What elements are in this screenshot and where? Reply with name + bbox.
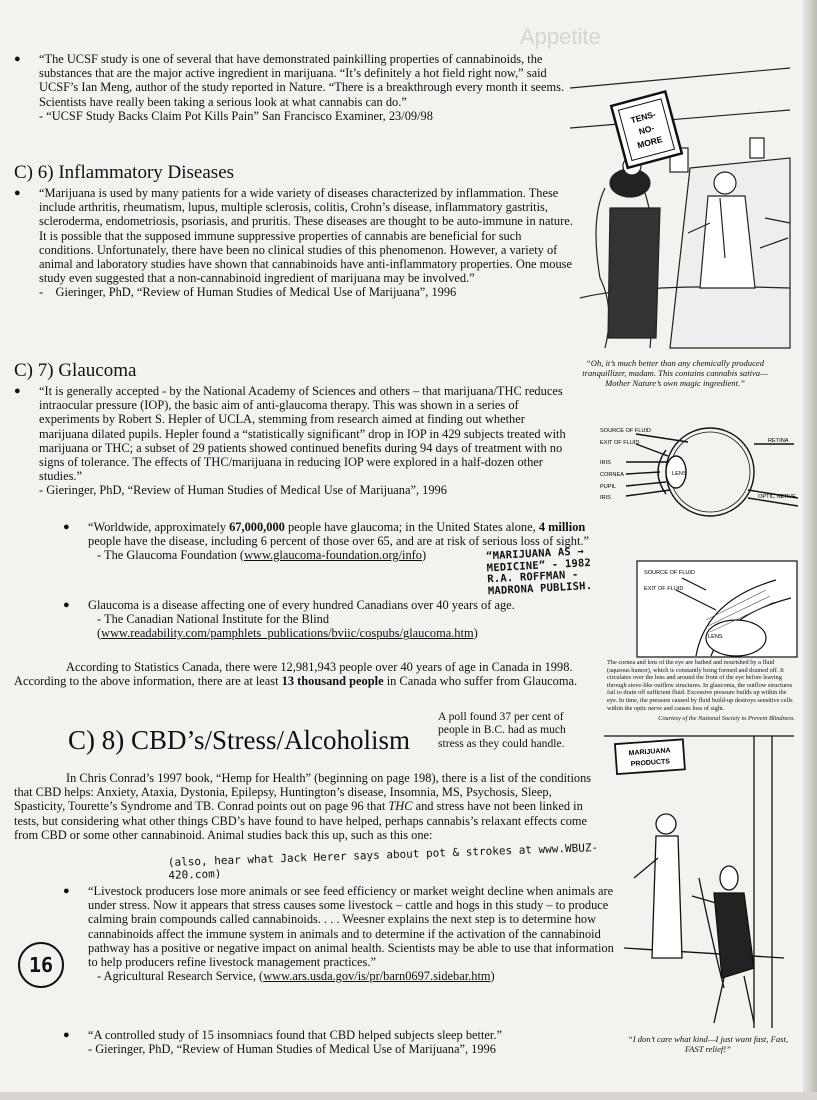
bold-figure: 13 thousand people (281, 674, 384, 689)
heading-cbd: C) 8) CBD’s/Stress/Alcoholism (68, 725, 411, 755)
handwritten-reference: “MARIJUANA AS → MEDICINE” - 1982 R.A. ROFFMAN - MADRONA PUBLISH. (485, 545, 593, 597)
glaucoma-source: - Gieringer, PhD, “Review of Human Studies of Medical Use of Marijuana”, 1996 (39, 483, 447, 498)
inflammatory-quote: “Marijuana is used by many patients for a wide variety of diseases characterized by inflammation. These include arthritis, rheumatism, lupus, multiple sclerosis, colitis, Crohn’s disease, inflammatory gastritis, scleroderma, endometriosis, psoriasis, and pruritis. These diseases are thought to be auto-immune in nature. It is possible that the supposed immune suppressive properties of cannabis are beneficial for such conditions. Unfortunately, there have been no clinical studies of this phenomenon. However, a variety of animal and laboratory studies have shown that cannabinoids have anti-inflammatory properties. One mouse study even suggested that a non-cannabinoid ingredient of marijuana may be involved.” (39, 186, 573, 286)
text: ) (490, 969, 495, 984)
bullet: ● (63, 599, 70, 611)
livestock-block (63, 884, 623, 983)
eye-label: OPTIC NERVE (758, 494, 796, 500)
ars-usda-link[interactable]: www.ars.usda.gov/is/pr/barn0697.sidebar.htm (263, 969, 491, 984)
page-number: 16 (28, 953, 54, 977)
poll-note: A poll found 37 per cent of people in B.C. had as much stress as they could handle. (438, 710, 566, 750)
tens-no-more-sign (611, 92, 682, 168)
text: - The Glaucoma Foundation ( (97, 548, 245, 563)
text: people have glaucoma; in the United States alone, (284, 520, 539, 534)
eye-credit: Courtesy of the National Society to Prevent Blindness. (658, 715, 795, 722)
relief-cartoon (604, 728, 794, 1028)
eye-caption: The cornea and lens of the eye are bathed and nourished by a fluid (aqueous humor), which is constantly being formed and drained off. It circulates over the lens and around the front of the eye before leaving through sieve-like outflow structures. In glaucoma, the outflow structures fail to drain off sufficient fluid. Excessive pressure builds up within the eye. In time, the pressure caused by fluid build-up destroys sensitive cells within the optic nerve and causes loss of sight. (607, 659, 793, 712)
cartoon1-caption: “Oh, it’s much better than any chemically produced tranquillizer, madam. This contains cannabis sativa—Mother Nature’s own magic ingredient.” (582, 358, 768, 388)
bullet: ● (63, 885, 70, 897)
cartoon2-caption: “I don’t care what kind—I just want fast, Fast, FAST relief!” (627, 1034, 789, 1054)
eye-label: CORNEA (600, 472, 624, 478)
text: in Canada who suffer from Glaucoma. (383, 674, 578, 689)
bullet: ● (14, 187, 21, 199)
glaucoma-quote: “It is generally accepted - by the National Academy of Sciences and others – that marijuana/THC reduces intraocular pressure (IOP), the basic aim of anti-glaucoma therapy. This was shown in a series of experiments by Robert S. Hepler of UCLA, stemming from research aimed at finding out whether marijuana dilated pupils. Hepler found a “statistically significant” drop in IOP in 429 subjects treated with marijuana or THC; a subset of 29 patients showed continued benefits during 94 days of treatment with no signs of tolerance. The effects of THC/marijuana in reducing IOP were explored in a half-dozen other studies.” (39, 384, 566, 484)
bold-figure: 4 million (538, 520, 586, 534)
cnib-link-row: (www.readability.com/pamphlets_publications/bviic/cospubs/glaucoma.htm) (97, 626, 478, 641)
bullet: ● (63, 1029, 70, 1041)
ucsf-quote: “The UCSF study is one of several that have demonstrated painkilling properties of cannabinoids, the substances that are the major active ingredient in marijuana. “It’s definitely a hot field right now,” said UCSF’s Ian Meng, author of the study reported in Nature. “There is a breakthrough every month it seems. Scientists have really been taking a serious look at what cannabis can do.” (39, 52, 565, 109)
eye-label: RETINA (768, 438, 789, 444)
eye-closeup-diagram (636, 560, 798, 658)
eye-label: EXIT OF FLUID (644, 586, 684, 592)
inflammatory-source: Gieringer, PhD, “Review of Human Studies of Medical Use of Marijuana”, 1996 (55, 285, 457, 300)
bullet: ● (63, 521, 70, 533)
text: “Worldwide, approximately (88, 520, 230, 534)
ucsf-quote-block (14, 52, 599, 123)
handwritten-note: (also, hear what Jack Herer says about pot & strokes at www.WBUZ-420.com) (167, 841, 599, 883)
sign-word: MARIJUANA (628, 747, 671, 758)
cnib-link[interactable]: www.readability.com/pamphlets_publications/bviic/cospubs/glaucoma.htm (101, 626, 474, 641)
ucsf-source: - “UCSF Study Backs Claim Pot Kills Pain” San Francisco Examiner, 23/09/98 (39, 108, 433, 123)
bullet: ● (14, 385, 21, 397)
inflammatory-source-row: - Gieringer, PhD, “Review of Human Studies of Medical Use of Marijuana”, 1996 (39, 285, 457, 300)
eye-diagram (598, 420, 798, 524)
pharmacy-cartoon (560, 48, 800, 353)
inflammatory-quote-block (14, 186, 599, 300)
text: and stress have not been linked in tests, but considering what other things CBD’s have found to have helped, perhaps cannabis’s relaxant effects come from CBD or some other cannabinoid. Animal studies back this up, such as this one: (14, 799, 588, 842)
eye-label: LENS (708, 634, 723, 640)
sign-word: NO- (637, 122, 656, 137)
glaucoma-foundation-quote (88, 520, 603, 548)
bold-figure: 67,000,000 (229, 520, 285, 534)
page-bottom-edge (0, 1092, 817, 1100)
cbd-intro-paragraph (14, 771, 604, 842)
sign-word: TENS- (629, 108, 657, 126)
eye-label: SOURCE OF FLUID (600, 428, 651, 434)
insomnia-quote: “A controlled study of 15 insomniacs found that CBD helped subjects sleep better.” (88, 1028, 502, 1042)
page-number-circle (18, 942, 64, 988)
stats-canada-paragraph (14, 660, 599, 688)
insomnia-block (63, 1028, 623, 1056)
text: According to Statistics Canada, there were 12,981,943 people over 40 years of age in Canada in 1998. According to the above information, there are at least (14, 660, 573, 689)
bullet: ● (14, 53, 21, 65)
heading-glaucoma: C) 7) Glaucoma (14, 360, 137, 381)
glaucoma-quote-block (14, 384, 599, 498)
livestock-quote: “Livestock producers lose more animals or see feed efficiency or market weight decline when animals are under stress. Now it appears that stress causes some livestock – cattle and hogs in this study – to produce calming brain compounds called cannabinoids. . . . Weesner explains the next step is to determine how cannabinoids affect the immune system in animals and to determine if the activation of the cannabinoid pathway has a positive or negative impact on animal health. Scientists may be able to use that information to help producers refine livestock management practices.” (88, 884, 614, 970)
page-edge-shadow (803, 0, 817, 1100)
eye-label: IRIS (600, 460, 611, 466)
eye-label: LENS (672, 471, 687, 477)
cnib-block (63, 598, 608, 641)
glaucoma-foundation-link[interactable]: www.glaucoma-foundation.org/info (244, 548, 422, 563)
eye-label: SOURCE OF FLUID (644, 570, 695, 576)
text: people have the disease, including 6 percent of those over 65, and are at risk of serious loss of sight.” (88, 534, 589, 549)
sign-word: MORE (636, 134, 664, 151)
bleed-through-text: Appetite (520, 24, 601, 49)
insomnia-source: - Gieringer, PhD, “Review of Human Studies of Medical Use of Marijuana”, 1996 (88, 1042, 496, 1057)
cnib-text: Glaucoma is a disease affecting one of every hundred Canadians over 40 years of age. (88, 598, 515, 612)
heading-inflammatory: C) 6) Inflammatory Diseases (14, 162, 235, 183)
eye-label: PUPIL (600, 484, 617, 490)
eye-label: EXIT OF FLUID (600, 440, 640, 446)
text: - Agricultural Research Service, ( (97, 969, 264, 984)
sign-word: PRODUCTS (630, 758, 671, 769)
italic-term: THC (388, 799, 413, 814)
eye-label: IRIS (600, 495, 611, 501)
text: ) (421, 548, 427, 563)
livestock-source (97, 969, 623, 983)
cnib-source: - The Canadian National Institute for the Blind (97, 612, 330, 627)
marijuana-products-sign (615, 739, 685, 774)
text: In Chris Conrad’s 1997 book, “Hemp for Health” (beginning on page 198), there is a list of the conditions that CBD helps: Anxiety, Ataxia, Dystonia, Epilepsy, Huntington’s disease, Insomnia, MS, Psychosis, Sleep, Spasticity, Tourette’s Syndrome and TB. Conrad points out on page 96 that (14, 771, 592, 814)
